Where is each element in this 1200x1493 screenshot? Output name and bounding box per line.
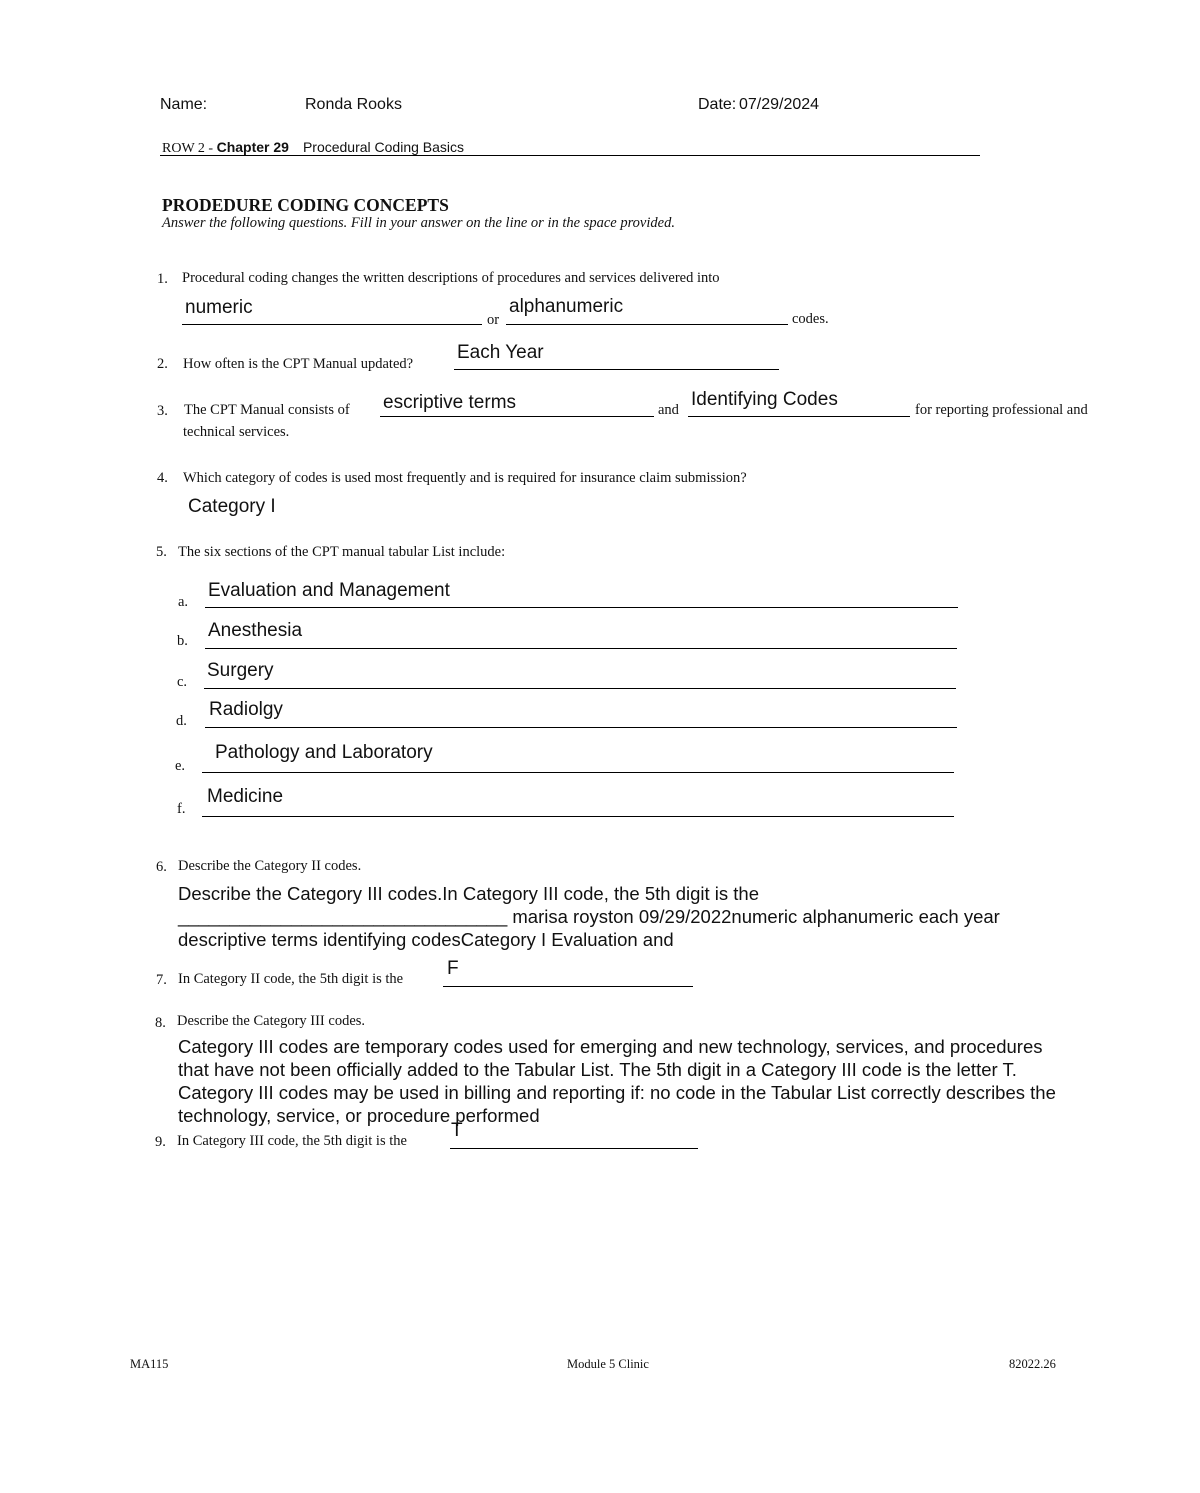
q5-item-answer: Evaluation and Management xyxy=(208,580,450,601)
name-value: Ronda Rooks xyxy=(305,96,402,113)
q4-text: Which category of codes is used most frequently and is required for insurance claim submission? xyxy=(183,470,747,486)
q7-text: In Category II code, the 5th digit is the xyxy=(178,971,404,987)
q5-item-line xyxy=(205,607,958,608)
q1-text: Procedural coding changes the written descriptions of procedures and services delivered into xyxy=(182,270,720,286)
q8-text: Describe the Category III codes. xyxy=(177,1013,366,1029)
q1-number: 1. xyxy=(157,271,168,287)
q3-and: and xyxy=(658,402,679,418)
q5-item-line xyxy=(205,648,957,649)
q5-item-letter: b. xyxy=(177,633,188,649)
q4-number: 4. xyxy=(157,470,168,486)
q5-item-answer: Surgery xyxy=(207,660,274,681)
name-label: Name: xyxy=(160,96,208,113)
header-rule xyxy=(160,155,980,156)
q1-answer-1: numeric xyxy=(185,297,253,318)
q5-item-letter: c. xyxy=(177,674,188,690)
q2-number: 2. xyxy=(157,356,168,372)
section-instructions: Answer the following questions. Fill in your answer on the line or in the space provided. xyxy=(162,215,675,231)
date-label: Date: xyxy=(698,96,737,113)
q1-line-1 xyxy=(182,324,482,325)
q2-line xyxy=(454,369,779,370)
q9-number: 9. xyxy=(155,1134,166,1150)
chapter-label: Chapter 29 xyxy=(216,139,289,155)
q9-line xyxy=(450,1148,698,1149)
q3-continuation: technical services. xyxy=(183,424,290,440)
q3-number: 3. xyxy=(157,403,168,419)
q5-item-line xyxy=(202,772,954,773)
q6-number: 6. xyxy=(156,859,167,875)
q5-item-line xyxy=(204,688,956,689)
q6-text: Describe the Category II codes. xyxy=(178,858,362,874)
q5-item-letter: f. xyxy=(177,801,186,817)
q3-answer-2: Identifying Codes xyxy=(691,389,838,410)
q1-suffix: codes. xyxy=(792,311,829,327)
q1-or: or xyxy=(487,312,500,328)
q1-answer-2: alphanumeric xyxy=(509,296,624,317)
q7-answer: F xyxy=(447,958,459,979)
chapter-title: Procedural Coding Basics xyxy=(302,139,465,155)
q2-answer: Each Year xyxy=(457,342,544,363)
q5-number: 5. xyxy=(156,544,167,560)
q3-line-1 xyxy=(380,416,654,417)
q8-number: 8. xyxy=(155,1015,166,1031)
footer-right: 82022.26 xyxy=(1009,1357,1056,1371)
row-label: ROW 2 - xyxy=(162,141,217,156)
q3-answer-1: escriptive terms xyxy=(383,392,517,413)
q5-item-line xyxy=(202,816,954,817)
q5-item-letter: a. xyxy=(178,594,189,610)
q9-text: In Category III code, the 5th digit is the xyxy=(177,1133,407,1149)
q5-item-answer: Medicine xyxy=(207,786,284,807)
q9-answer: T xyxy=(451,1120,463,1141)
date-value: 07/29/2024 xyxy=(739,96,820,113)
q3-text: The CPT Manual consists of xyxy=(184,402,350,418)
q3-suffix: for reporting professional and xyxy=(915,402,1088,418)
q5-item-letter: e. xyxy=(175,758,186,774)
q5-item-answer: Anesthesia xyxy=(208,620,303,641)
section-title: PRODEDURE CODING CONCEPTS xyxy=(162,195,449,215)
q2-text: How often is the CPT Manual updated? xyxy=(183,356,414,372)
q5-item-letter: d. xyxy=(176,713,187,729)
q7-number: 7. xyxy=(156,972,167,988)
q5-item-answer: Pathology and Laboratory xyxy=(215,742,433,763)
footer-left: MA115 xyxy=(130,1357,169,1371)
q4-answer: Category I xyxy=(188,496,276,517)
footer-center: Module 5 Clinic xyxy=(567,1357,649,1371)
q7-line xyxy=(443,986,693,987)
q8-answer-box[interactable]: Category III codes are temporary codes used for emerging and new technology, services, and procedures that have not been officially added to the Tabular List. The 5th digit in a Category III code is the letter T. Category III codes may be used in billing and reporting if: no code in the Tabular List correctly describes the technology, service, or procedure performed xyxy=(178,1036,1056,1126)
q6-answer-box[interactable]: Describe the Category III codes.In Category III code, the 5th digit is the ________________________________ marisa royston 09/29/2022numeric alphanumeric each year descriptive terms identifying codesCategory I Evaluation and xyxy=(178,883,1000,950)
q5-text: The six sections of the CPT manual tabular List include: xyxy=(178,544,506,560)
q5-item-answer: Radiolgy xyxy=(209,699,283,720)
q3-line-2 xyxy=(688,416,910,417)
q1-line-2 xyxy=(506,324,788,325)
q5-item-line xyxy=(205,727,957,728)
